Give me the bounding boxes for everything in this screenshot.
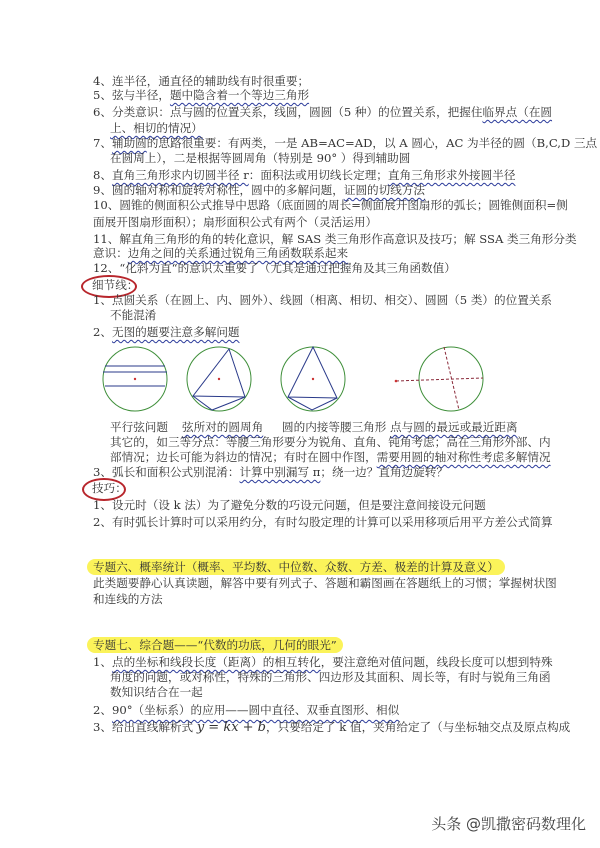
detail-2: 2、无图的题要注意多解问题 [93, 325, 240, 339]
watermark: 头条 @凯撒密码数理化 [431, 815, 586, 833]
line-4: 4、连半径，通直径的辅助线有时很重要； [93, 74, 310, 88]
line-5: 5、弦与半径，题中隐含着一个等边三角形 [93, 88, 310, 102]
underlined-text: 需要用圆的轴对称性考虑多解情况 [376, 450, 551, 464]
detail-1: 1、点圆关系（在圆上、内、圆外）、线圆（相离、相切、相交）、圆圆（5 类）的位置关系 [93, 293, 552, 307]
diagram-parallel-chords [103, 347, 167, 411]
details-heading: 细节线： [92, 278, 139, 292]
line-11-cont: 意识：边角之间的关系通过锐角三角函数联系起来 [93, 246, 349, 260]
topic7-title: 专题七、综合题——“代数的功底，几何的眼光” [93, 638, 343, 652]
topic6-text-cont: 和连线的方法 [93, 592, 163, 606]
line-7-cont: 在圆周上），二是根据等圆周角（特别是 90° ）得到辅助圆 [110, 151, 411, 165]
line-8: 8、直角三角形求内切圆半径 r：面积法或用切线长定理；直角三角形求外接圆半径 [93, 168, 516, 182]
underlined-text: 直角三角形求内切圆半径 r [111, 168, 249, 182]
topic7-item-2: 2、90°（坐标系）的应用——圆中直径、双垂直图形、相似 [93, 703, 400, 717]
detail-1-cont: 不能混淆 [110, 308, 157, 322]
topic6-title: 专题六、概率统计（概率、平均数、中位数、众数、方差、极差的计算及意义） [93, 560, 505, 574]
underlined-text: 临界点（在圆 [482, 105, 553, 119]
underlined-text: 辅助圆 [111, 136, 147, 150]
line-12: 12、“化斜为直“的意识太重要了（尤其是通过把握角及其三角函数值） [93, 261, 456, 275]
underlined-text: 无图的题要注意多解问题 [111, 325, 240, 339]
line-9: 9、圆的轴对称和旋转对称性，圆中的多解问题，证圆的切线方法 [93, 183, 426, 197]
underlined-text: 边角之间的关系通过锐角三角函数联系起来 [127, 246, 349, 260]
line-10: 10、圆锥的侧面积公式推导中思路（底面圆的周长=侧面展开图扇形的弧长；圆锥侧面积=侧 [93, 198, 568, 212]
underlined-text: 证圆的切线方法 [343, 183, 426, 197]
underlined-text: 题中隐含着一个等边三角形 [169, 88, 310, 102]
underlined-text: 计算中别漏写 π [239, 465, 321, 479]
detail-3: 3、弧长和面积公式别混淆：计算中别漏写 π；绕一边？直角边旋转？ [93, 465, 448, 479]
line-6: 6、分类意识：点与圆的位置关系，线圆，圆圆（5 种）的位置关系，把握住临界点（在圆 [93, 105, 553, 119]
tip-2: 2、有时弧长计算时可以采用约分，有时勾股定理的计算可以采用移项后用平方差公式简算 [93, 515, 553, 529]
line-11: 11、解直角三角形的角的转化意识，解 SAS 类三角形作高意识及技巧；解 SSA 类三角形分类 [93, 232, 577, 246]
caption-1: 平行弦问题 [110, 420, 168, 434]
line-7: 7、辅助圆的思路很重要：有两类，一是 AB=AC=AD，以 A 圆心，AC 为半径的圆（B,C,D 三点 [93, 136, 598, 150]
diagram-point-circle-distance [395, 347, 483, 411]
underlined-text: 90°（坐标系）的应用——圆中直径、双垂直图形、相似 [111, 703, 400, 717]
caption-4: 点与圆的最远或最近距离 [390, 420, 518, 434]
underlined-text: 点的坐标和线段长度（距离）的相互转化 [111, 655, 321, 669]
topic6-text: 此类题要静心认真读题，解答中要有列式子、答题和霸图画在答题纸上的习惯；掌握树状图 [93, 576, 557, 590]
underlined-text: 上、相切的情况） [110, 121, 203, 135]
other-2: 部情况；边长可能为斜边的情况；有时在圆中作图，需要用圆的轴对称性考虑多解情况 [110, 450, 551, 464]
line-10-cont: 面展开图扇形面积）；扇形面积公式有两个（灵活运用） [93, 215, 378, 229]
other-1: 其它的，如三等分点：等腰三角形要分为锐角、直角、钝角考虑；高在三角形外部、内 [110, 435, 551, 449]
topic7-item-1: 1、点的坐标和线段长度（距离）的相互转化，要注意绝对值问题，线段长度可以想到特殊 [93, 655, 553, 669]
diagram-inscribed-angle [187, 347, 251, 411]
diagram-isosceles-triangle [281, 347, 345, 411]
topic7-item-3: 3、给出直线解析式 y = kx + b，只要给定了 k 值，夹角给定了（与坐标轴交点及原点构成 [93, 720, 571, 735]
caption-2: 弦所对的圆周角 [182, 420, 264, 434]
topic7-item-1-cont2: 数知识结合在一起 [110, 685, 203, 699]
topic7-item-1-cont: 角度的问题，或对称性，特殊的三角形、四边形及其面积、周长等，有时与锐角三角函 [110, 670, 551, 684]
tip-1: 1、设元时（设 k 法）为了避免分数的巧设元问题，但是要注意间接设元问题 [93, 498, 486, 512]
formula: y = kx + b [196, 720, 267, 735]
tips-heading: 技巧： [92, 481, 127, 495]
caption-3: 圆的内接等腰三角形 [282, 420, 387, 434]
underlined-text: 直角三角形求外接圆半径 [387, 168, 516, 182]
